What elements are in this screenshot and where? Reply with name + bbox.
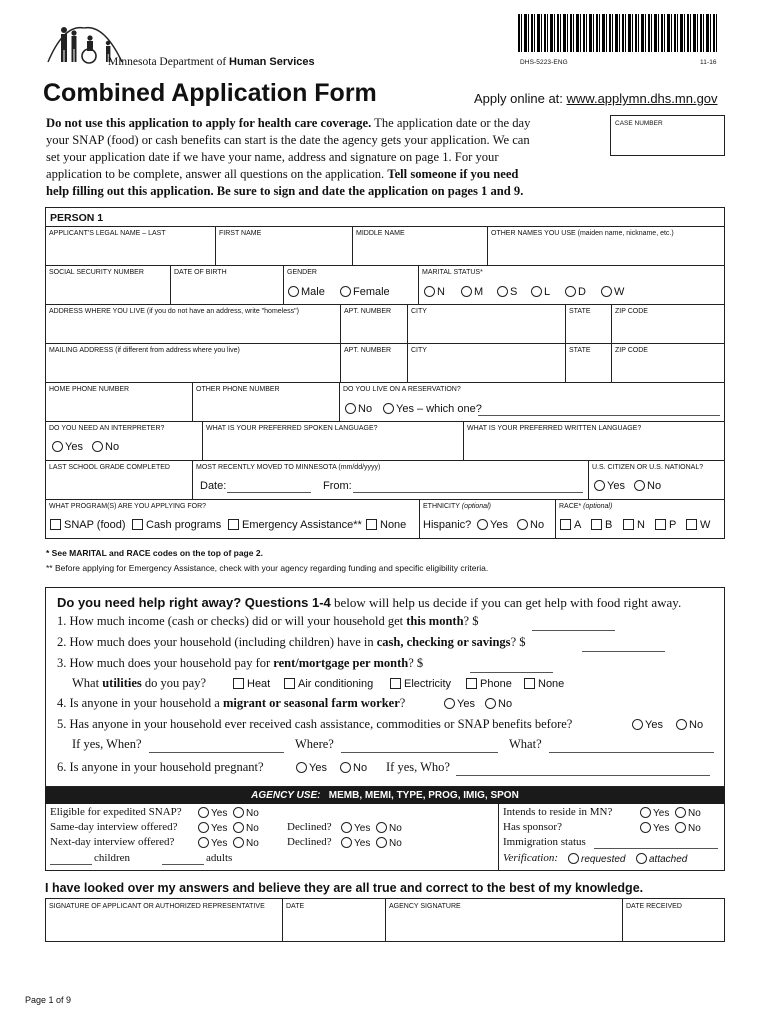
zip-label: ZIP CODE: [615, 308, 648, 315]
reservation-label: DO YOU LIVE ON A RESERVATION?: [343, 386, 461, 393]
q5-where-label: Where?: [295, 737, 334, 751]
ssn-label: SOCIAL SECURITY NUMBER: [49, 269, 144, 276]
agency-sameday-label: Same-day interview offered?: [50, 821, 178, 833]
form-date: 11-16: [700, 59, 717, 66]
util-electricity-checkbox[interactable]: Electricity: [390, 678, 451, 691]
date-received-input[interactable]: [623, 914, 724, 941]
agency-sameday-yes[interactable]: Yes: [198, 822, 227, 835]
agency-name: Minnesota Department of Human Services: [108, 56, 315, 68]
agency-sponsor-no[interactable]: No: [675, 822, 701, 835]
address-label: ADDRESS WHERE YOU LIVE (if you do not have an address, write "homeless"): [49, 308, 299, 315]
gender-male-radio[interactable]: Male: [288, 286, 325, 299]
agency-declined-2-no[interactable]: No: [376, 837, 402, 850]
agency-immig-input[interactable]: [594, 848, 718, 849]
help-heading: Do you need help right away? Questions 1-4 below will help us decide if you can get help with food right away.: [57, 595, 682, 610]
sig-applicant-input[interactable]: [46, 914, 281, 941]
gender-label: GENDER: [287, 269, 317, 276]
footnote-ea: ** Before applying for Emergency Assistance, check with your agency regarding funding and specific eligibility criteria.: [46, 563, 489, 573]
hispanic-label: Hispanic?: [423, 519, 472, 531]
apt-label: APT. NUMBER: [344, 308, 392, 315]
person-heading: PERSON 1: [50, 212, 104, 224]
agency-nextday-label: Next-day interview offered?: [50, 836, 175, 848]
reservation-yes-radio[interactable]: Yes – which one?: [383, 403, 482, 416]
q1: 1. How much income (cash or checks) did or will your household get this month? $: [57, 614, 479, 628]
dob-label: DATE OF BIRTH: [174, 269, 227, 276]
citizen-no-radio[interactable]: No: [634, 480, 661, 493]
form-code: DHS-5223-ENG: [520, 59, 568, 66]
middle-name-input[interactable]: [353, 240, 486, 264]
q5: 5. Has anyone in your household ever received cash assistance, commodities or SNAP benefits before?: [57, 717, 573, 731]
city-label: CITY: [411, 308, 427, 315]
page-title: Combined Application Form: [43, 79, 377, 107]
agency-intends-yes[interactable]: Yes: [640, 807, 669, 820]
q3-rent-input[interactable]: [470, 672, 553, 673]
mail-state-label: STATE: [569, 347, 591, 354]
page-number: Page 1 of 9: [25, 995, 72, 1005]
q5-no-radio[interactable]: No: [676, 719, 703, 732]
agency-sameday-no[interactable]: No: [233, 822, 259, 835]
agency-children-label: children: [94, 852, 131, 864]
marital-l-radio[interactable]: L: [531, 286, 550, 299]
race-label: RACE* (optional): [559, 503, 613, 510]
sig-date-label: DATE: [286, 903, 305, 910]
q5-what-input[interactable]: [549, 752, 714, 753]
agency-verif-requested[interactable]: requested: [568, 853, 625, 866]
agency-declined-1-label: Declined?: [287, 821, 332, 833]
race-w-checkbox[interactable]: W: [686, 519, 710, 532]
mail-city-label: CITY: [411, 347, 427, 354]
other-names-label: OTHER NAMES YOU USE (maiden name, nickname, etc.): [491, 230, 674, 237]
spoken-label: WHAT IS YOUR PREFERRED SPOKEN LANGUAGE?: [206, 425, 378, 432]
q4-no-radio[interactable]: No: [485, 698, 512, 711]
gender-female-radio[interactable]: Female: [340, 286, 390, 299]
agency-nextday-yes[interactable]: Yes: [198, 837, 227, 850]
program-ea-checkbox[interactable]: Emergency Assistance**: [228, 519, 362, 532]
last-name-label: APPLICANT'S LEGAL NAME – LAST: [49, 230, 166, 237]
other-names-input[interactable]: [488, 240, 724, 264]
q6-yes-radio[interactable]: Yes: [296, 762, 327, 775]
hispanic-no-radio[interactable]: No: [517, 519, 544, 532]
barcode: [518, 14, 718, 52]
agency-declined-2-label: Declined?: [287, 836, 332, 848]
sig-applicant-label: SIGNATURE OF APPLICANT OR AUTHORIZED REPRESENTATIVE: [49, 903, 265, 910]
program-none-checkbox[interactable]: None: [366, 519, 406, 532]
grade-label: LAST SCHOOL GRADE COMPLETED: [49, 464, 170, 471]
race-n-checkbox[interactable]: N: [623, 519, 645, 532]
q2-cash-input[interactable]: [582, 651, 665, 652]
moved-date-label: Date:: [200, 480, 227, 492]
mailing-label: MAILING ADDRESS (if different from address where you live): [49, 347, 240, 354]
moved-date-input[interactable]: [227, 492, 311, 493]
race-a-checkbox[interactable]: A: [560, 519, 581, 532]
util-none-checkbox[interactable]: None: [524, 678, 564, 691]
interpreter-no-radio[interactable]: No: [92, 441, 119, 454]
case-number-box[interactable]: CASE NUMBER: [610, 115, 725, 156]
agency-sponsor-label: Has sponsor?: [503, 821, 562, 833]
q3-utilities: What utilities do you pay?: [72, 676, 207, 690]
agency-declined-1-yes[interactable]: Yes: [341, 822, 370, 835]
hispanic-yes-radio[interactable]: Yes: [477, 519, 508, 532]
q5-where-input[interactable]: [341, 752, 498, 753]
reservation-no-radio[interactable]: No: [345, 403, 372, 416]
date-received-label: DATE RECEIVED: [626, 903, 682, 910]
util-ac-checkbox[interactable]: Air conditioning: [284, 678, 373, 691]
marital-w-radio[interactable]: W: [601, 286, 624, 299]
marital-n-radio[interactable]: N: [424, 286, 445, 299]
citizen-label: U.S. CITIZEN OR U.S. NATIONAL?: [592, 464, 704, 471]
agency-eligible-label: Eligible for expedited SNAP?: [50, 806, 182, 818]
agency-eligible-yes[interactable]: Yes: [198, 807, 227, 820]
agency-declined-1-no[interactable]: No: [376, 822, 402, 835]
agency-sponsor-yes[interactable]: Yes: [640, 822, 669, 835]
agency-verif-attached[interactable]: attached: [636, 853, 687, 866]
agency-sig-input[interactable]: [386, 914, 621, 941]
state-label: STATE: [569, 308, 591, 315]
moved-from-label: From:: [323, 480, 352, 492]
agency-nextday-no[interactable]: No: [233, 837, 259, 850]
q5-when-label: If yes, When?: [72, 737, 142, 751]
race-p-checkbox[interactable]: P: [655, 519, 676, 532]
first-name-label: FIRST NAME: [219, 230, 262, 237]
mail-zip-label: ZIP CODE: [615, 347, 648, 354]
other-phone-label: OTHER PHONE NUMBER: [196, 386, 280, 393]
interpreter-yes-radio[interactable]: Yes: [52, 441, 83, 454]
interpreter-label: DO YOU NEED AN INTERPRETER?: [49, 425, 165, 432]
home-phone-label: HOME PHONE NUMBER: [49, 386, 130, 393]
q5-yes-radio[interactable]: Yes: [632, 719, 663, 732]
moved-from-input[interactable]: [353, 492, 583, 493]
q5-what-label: What?: [509, 737, 542, 751]
agency-eligible-no[interactable]: No: [233, 807, 259, 820]
q1-income-input[interactable]: [532, 630, 615, 631]
agency-adults-input[interactable]: [162, 864, 204, 865]
agency-intends-no[interactable]: No: [675, 807, 701, 820]
agency-adults-label: adults: [206, 852, 233, 864]
marital-label: MARITAL STATUS*: [422, 269, 483, 276]
written-label: WHAT IS YOUR PREFERRED WRITTEN LANGUAGE?: [467, 425, 642, 432]
q4: 4. Is anyone in your household a migrant or seasonal farm worker?: [57, 696, 406, 710]
q6-who-input[interactable]: [456, 775, 710, 776]
apply-online: Apply online at: www.applymn.dhs.mn.gov: [474, 91, 718, 106]
agency-children-input[interactable]: [50, 864, 92, 865]
q2: 2. How much does your household (including children) have in cash, checking or savings? $: [57, 635, 526, 649]
agency-use-bar: AGENCY USE: MEMB, MEMI, TYPE, PROG, IMIG, SPON: [45, 787, 725, 804]
agency-declined-2-yes[interactable]: Yes: [341, 837, 370, 850]
agency-intends-label: Intends to reside in MN?: [503, 806, 613, 818]
util-phone-checkbox[interactable]: Phone: [466, 678, 512, 691]
q6-who-label: If yes, Who?: [386, 760, 450, 774]
programs-label: WHAT PROGRAM(S) ARE YOU APPLYING FOR?: [49, 503, 207, 510]
middle-name-label: MIDDLE NAME: [356, 230, 405, 237]
q3: 3. How much does your household pay for rent/mortgage per month? $: [57, 656, 424, 670]
q6: 6. Is anyone in your household pregnant?: [57, 760, 264, 774]
race-b-checkbox[interactable]: B: [591, 519, 612, 532]
agency-immig-label: Immigration status: [503, 836, 586, 848]
intro-text: Do not use this application to apply for health care coverage. The application date or the day your SNAP (food) or cash benefits can start is the date the agency gets your application. We can set your application date if we have your name, address and signature on page 1. For your application to be complete, answer all questions on the application. Tell someone if you need help filling out this application. Be sure to sign and date the application on pages 1 and 9.: [46, 116, 531, 198]
util-heat-checkbox[interactable]: Heat: [233, 678, 270, 691]
moved-label: MOST RECENTLY MOVED TO MINNESOTA (mm/dd/yyyy): [196, 464, 381, 471]
citizen-yes-radio[interactable]: Yes: [594, 480, 625, 493]
first-name-input[interactable]: [216, 240, 351, 264]
last-name-input[interactable]: [46, 240, 214, 264]
sig-date-input[interactable]: [283, 914, 384, 941]
marital-s-radio[interactable]: S: [497, 286, 517, 299]
program-snap-checkbox[interactable]: SNAP (food): [50, 519, 126, 532]
q5-when-input[interactable]: [149, 752, 284, 753]
agency-sig-label: AGENCY SIGNATURE: [389, 903, 461, 910]
marital-d-radio[interactable]: D: [565, 286, 586, 299]
certify-statement: I have looked over my answers and believe they are all true and correct to the best of my knowledge.: [45, 881, 644, 895]
agency-verif-label: Verification:: [503, 852, 558, 864]
program-cash-checkbox[interactable]: Cash programs: [132, 519, 221, 532]
marital-m-radio[interactable]: M: [461, 286, 483, 299]
q4-yes-radio[interactable]: Yes: [444, 698, 475, 711]
reservation-which-input[interactable]: [478, 415, 720, 416]
apply-online-link[interactable]: www.applymn.dhs.mn.gov: [566, 91, 718, 106]
ethnicity-label: ETHNICITY (optional): [423, 503, 491, 510]
footnote-codes: * See MARITAL and RACE codes on the top of page 2.: [46, 548, 263, 558]
q6-no-radio[interactable]: No: [340, 762, 367, 775]
mail-apt-label: APT. NUMBER: [344, 347, 392, 354]
